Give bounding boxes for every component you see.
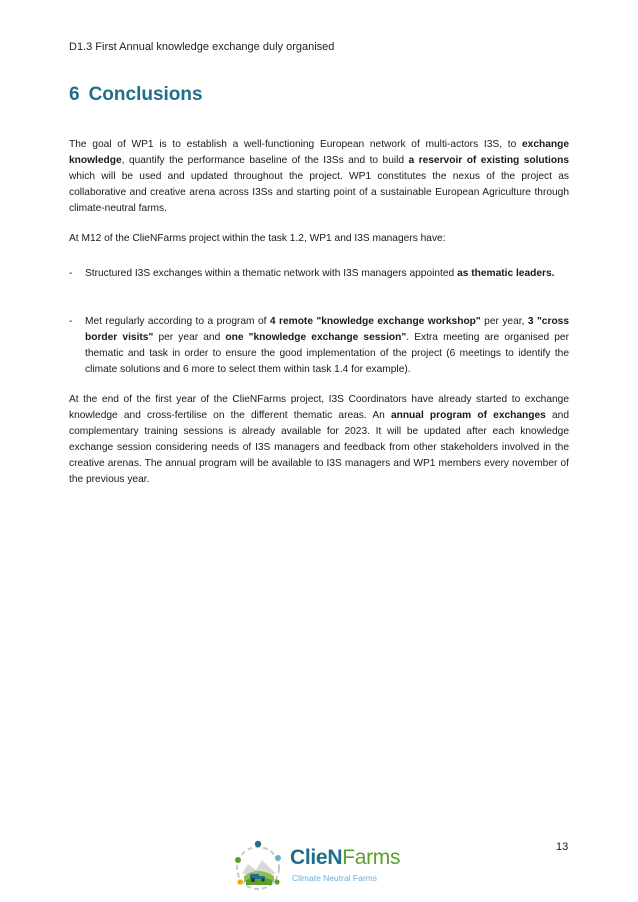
paragraph-annual-program (69, 392, 569, 488)
bold-run: a reservoir of existing solutions (408, 155, 569, 166)
bold-run: annual program of exchanges (390, 410, 546, 421)
text-run: At the end of the first year of the ClieNFarms project, I3S Coordinators have already started to exchange knowledge and cross-fertilise on the different thematic areas. An (69, 394, 569, 421)
section-heading (69, 84, 203, 106)
text-run: The goal of WP1 is to establish a well-functioning European network of multi-actors I3S, to (69, 139, 522, 150)
paragraph-goal (69, 137, 569, 217)
paragraph-m12: At M12 of the ClieNFarms project within the task 1.2, WP1 and I3S managers have: (69, 233, 446, 244)
text-run: per year, (480, 316, 528, 327)
section-title: Conclusions (88, 84, 203, 105)
text-run: Met regularly according to a program of (85, 316, 270, 327)
logo-wordmark (290, 846, 400, 870)
logo-tagline: Climate Neutral Farms (292, 873, 378, 883)
bullet-text (85, 314, 569, 378)
text-run: per year and (153, 332, 226, 343)
text-run: which will be used and updated throughout the project. WP1 constitutes the nexus of the project as collaborative and creative arena across I3Ss and starting point of a sustainable European Agriculture through climate-neutral farms. (69, 171, 569, 214)
bold-run: exchange knowledge (69, 139, 569, 166)
text-run: . Extra meeting are organised per thematic and task in order to ensure the good implementation of the project (6 meetings to identify the climate solutions and 6 more to select them within task 1.4 for example). (85, 332, 569, 375)
bullet-dash: - (69, 268, 73, 279)
logo-word-farms: Farms (342, 846, 401, 869)
bullet-text (85, 266, 569, 282)
text-run: and complementary training sessions is already available for 2023. It will be updated after each knowledge exchange session considering needs of I3S managers and feedback from other stakeholders involved in the creative arenas. The annual program will be available to I3S managers and WP1 members every november of the previous year. (69, 410, 569, 485)
logo-word-clien: ClieN (290, 846, 343, 869)
bold-run: as thematic leaders. (457, 268, 555, 279)
bold-run: 4 remote "knowledge exchange workshop" (269, 316, 481, 327)
clienfarms-logo (230, 836, 420, 896)
bullet-dash: - (69, 316, 73, 327)
text-run: Structured I3S exchanges within a thematic network with I3S managers appointed (85, 268, 458, 279)
bold-run: 3 "cross border visits" (85, 316, 569, 343)
logo-emblem-icon (230, 836, 288, 896)
document-header: D1.3 First Annual knowledge exchange duly organised (69, 41, 335, 53)
page-number: 13 (556, 841, 569, 853)
text-run: , quantify the performance baseline of the I3Ss and to build (121, 155, 409, 166)
section-number: 6 (69, 84, 80, 105)
bold-run: one "knowledge exchange session" (225, 332, 407, 343)
